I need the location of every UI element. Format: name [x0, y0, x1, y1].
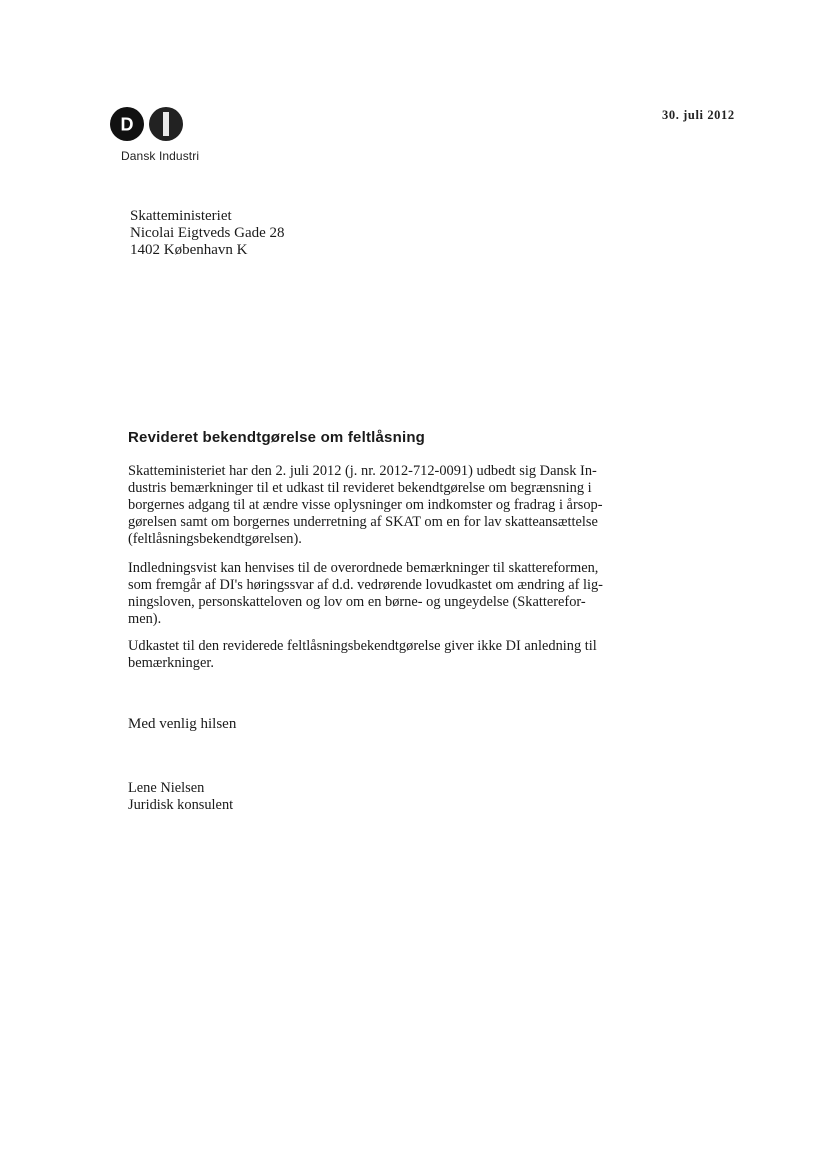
- paragraph-line: som fremgår af DI's høringssvar af d.d. vedrørende lovudkastet om ændring af lig-: [128, 577, 603, 593]
- signer-title: Juridisk konsulent: [128, 797, 234, 813]
- recipient-address: [130, 208, 285, 259]
- paragraph-2: [128, 560, 673, 628]
- paragraph-line: Indledningsvist kan henvises til de overordnede bemærkninger til skattereformen,: [128, 560, 599, 576]
- signature-block: [128, 780, 233, 814]
- paragraph-line: Skatteministeriet har den 2. juli 2012 (j. nr. 2012-712-0091) udbedt sig Dansk In-: [128, 463, 597, 479]
- recipient-street: Nicolai Eigtveds Gade 28: [130, 225, 285, 241]
- paragraph-line: gørelsen samt om borgernes underretning af SKAT om en for lav skatteansættelse: [128, 514, 598, 530]
- letter-date: 30. juli 2012: [662, 108, 735, 122]
- closing-salutation: Med venlig hilsen: [128, 716, 237, 732]
- logo-letter-i: [163, 112, 169, 136]
- logo-caption: Dansk Industri: [121, 149, 200, 163]
- paragraph-line: borgernes adgang til at ændre visse oplysninger om indkomster og fradrag i årsop-: [128, 497, 603, 513]
- letter-subject: Revideret bekendtgørelse om feltlåsning: [128, 429, 426, 446]
- paragraph-3: [128, 638, 673, 672]
- paragraph-1: [128, 463, 673, 548]
- recipient-city: 1402 København K: [130, 242, 248, 258]
- paragraph-line: men).: [128, 611, 162, 627]
- paragraph-line: (feltlåsningsbekendtgørelsen).: [128, 531, 302, 547]
- paragraph-line: dustris bemærkninger til et udkast til revideret bekendtgørelse om begrænsning i: [128, 480, 592, 496]
- signer-name: Lene Nielsen: [128, 780, 205, 796]
- logo-letter-d: D: [120, 114, 134, 135]
- paragraph-line: ningsloven, personskatteloven og lov om en børne- og ungeydelse (Skatterefor-: [128, 594, 586, 610]
- di-logo: [108, 104, 188, 144]
- recipient-name: Skatteministeriet: [130, 208, 232, 224]
- paragraph-line: Udkastet til den reviderede feltlåsningsbekendtgørelse giver ikke DI anledning til: [128, 638, 597, 654]
- paragraph-line: bemærkninger.: [128, 655, 214, 671]
